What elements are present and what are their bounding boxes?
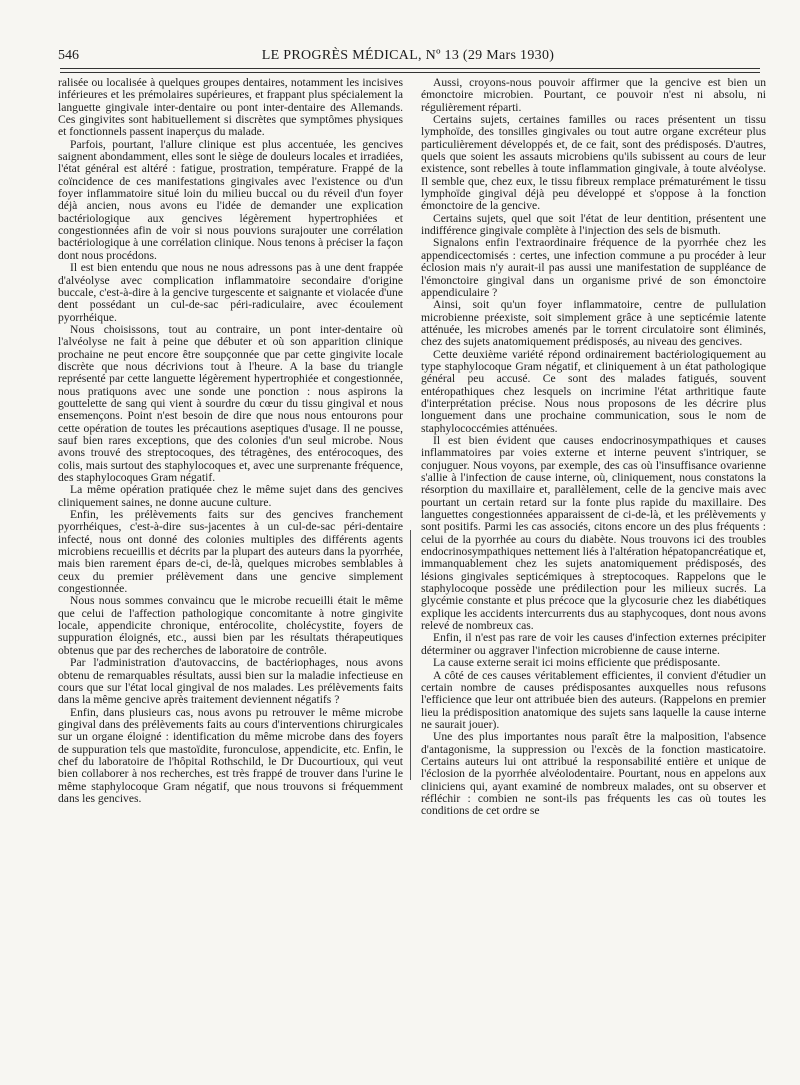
paragraph: Ainsi, soit qu'un foyer inflammatoire, centre de pullulation microbienne préexiste, soit simplement grâce à une septicémie latente atténuée, les microbes amenés par le torrent circulatoire sont éliminés, chez des sujets anatomiquement prédisposés, au niveau des gencives. <box>421 298 766 349</box>
paragraph: Il est bien entendu que nous ne nous adressons pas à une dent frappée d'alvéolyse avec complication inflammatoire secondaire d'origine buccale, c'est-à-dire à la gencive turgescente et saignante et violacée d'une dent possédant un cul-de-sac péri-radiculaire, avec écoulement pyorrhéique. <box>58 261 403 324</box>
right-column <box>421 77 766 1037</box>
paragraph: Par l'administration d'autovaccins, de bactériophages, nous avons obtenu de remarquables résultats, aussi bien sur la maladie infectieuse en cours que sur l'état local gingival de nos malades. Les prélèvements faits dans la même gencive après traitement deviennent négatifs ? <box>58 656 403 707</box>
paragraph: Signalons enfin l'extraordinaire fréquence de la pyorrhée chez les appendicectomisés : certes, une infection commune a pu procéder à leur éclosion mais n'y aurait-il pas aussi une manifestation de suppléance de l'émonctoire gingival dans un organisme privé de son émonctoire appendiculaire ? <box>421 236 766 299</box>
paragraph: La même opération pratiquée chez le même sujet dans des gencives cliniquement saines, ne donne aucune culture. <box>58 483 403 509</box>
paragraph: Il est bien évident que causes endocrinosympathiques et causes inflammatoires par voies externe et interne peuvent s'intriquer, se conjuguer. Nous voyons, par exemple, des cas où l'insuffisance ovarienne s'allie à l'infection de cause interne, où, cliniquement, nous constatons la résorption du maxillaire et, parallèlement, celle de la gencive mais avec pourtant un certain retard sur la fonte plus rapide du maxillaire. Des languettes congestionnées apparaissent de ci-de-là, et les prélèvements y sont positifs. Parmi les cas associés, citons encore un des plus fréquents : celui de la pyorrhée au cours du diabète. Nous trouvons ici des troubles endocrinosympathiques nettement liés à l'altération hépatopancréatique et, immanquablement chez les sujets anatomiquement prédisposés, des lésions gingivales septicémiques à streptocoques. Rappelons que le staphylocoque possède une prédilection pour les milieux sucrés. La glycémie constante et plus précoce que la glycosurie chez les diabétiques explique les accidents intercurrents dus au staphycoques, dont nous avons relevé de nombreux cas. <box>421 433 766 633</box>
running-title: LE PROGRÈS MÉDICAL, Nº 13 (29 Mars 1930) <box>261 48 555 63</box>
left-column <box>58 77 403 1037</box>
paragraph: ralisée ou localisée à quelques groupes dentaires, notamment les incisives inférieures et les prémolaires supérieures, et frappant plus spécialement la languette gingivale inter-dentaire ou pont inter-dentaire des Allemands. Ces gingivites sont habituellement si discrètes que symptômes physiques et fonctionnels passent inaperçus du malade. <box>58 77 403 139</box>
paragraph: Enfin, dans plusieurs cas, nous avons pu retrouver le même microbe gingival dans des prélèvements faits au cours d'interventions chirurgicales sur un organe éloigné : identification du même microbe dans des foyers de suppuration tels que mastoïdite, furonculose, appendicite, etc. Enfin, le chef du laboratoire de l'hôpital Rothschild, le Dr Ducourtioux, qui veut bien collaborer à nos recherches, est très frappé de trouver dans l'urine le même staphylocoque Gram négatif, que nous trouvons si fréquemment dans les gencives. <box>58 705 403 805</box>
paragraph: Enfin, il n'est pas rare de voir les causes d'infection externes précipiter déterminer ou aggraver l'infection microbienne de cause interne. <box>421 631 766 657</box>
paragraph: La cause externe serait ici moins efficiente que prédisposante. <box>433 656 721 670</box>
paragraph: Une des plus importantes nous paraît être la malposition, l'absence d'antagonisme, la suppression ou l'excès de la fonction masticatoire. Certains auteurs lui ont attribué la responsabilité entière et unique de l'éclosion de la pyorrhée alvéolodentaire. Pourtant, nous en appelons aux cliniciens qui, ayant examiné de nombreux malades, ont su observer et réfléchir : combien ne sont-ils pas fréquents les cas où toutes les conditions de cet ordre se <box>421 730 766 818</box>
paragraph: Aussi, croyons-nous pouvoir affirmer que la gencive est bien un émonctoire microbien. Pourtant, ce pouvoir n'est ni absolu, ni régulièrement réparti. <box>421 77 766 114</box>
paragraph: Cette deuxième variété répond ordinairement bactériologiquement au type staphylocoque Gram négatif, et cliniquement à un état pathologique général peu accusé. Ce sont des malades fatigués, souvent entéropathiques chez lesquels on incrimine l'état arthritique faute d'interprétation précise. Nous nous proposons de les décrire plus longuement dans une prochaine communication, sous le nom de staphylococcémies atténuées. <box>421 347 766 435</box>
page-header <box>58 48 758 70</box>
column-divider <box>410 530 411 780</box>
paragraph: A côté de ces causes véritablement efficientes, il convient d'étudier un certain nombre de causes prédisposantes auxquelles nous refusons l'efficience que leur ont attribuée bien des auteurs. (Rappelons en premier lieu la prédisposition anatomique des sujets sans laquelle la cause interne ne saurait jouer). <box>421 668 766 731</box>
header-rule <box>60 68 760 73</box>
paragraph: Nous choisissons, tout au contraire, un pont inter-dentaire où l'alvéolyse ne fait à peine que débuter et où son apparition clinique prochaine ne peut encore être soupçonnée que par cette gingivite locale discrète que nous décrivions tout à l'heure. A la base du triangle représenté par cette languette légèrement hypertrophiée et congestionnée, nous pratiquons avec une sonde une ponction : nous aspirons la gouttelette de sang qui vient à sourdre du cœur du tissu gingival et nous ensemençons. Point n'est besoin de dire que nous nous entourons pour cette opération de toutes les précautions aseptiques d'usage. Il ne pousse, sauf bien rares exceptions, que des colonies d'un seul microbe. Nous avons trouvé des streptocoques, des tétragènes, des entérocoques, des colis, mais surtout des staphylocoques et, avec une surprenante fréquence, des staphylocoques Gram négatif. <box>58 322 403 484</box>
paragraph: Certains sujets, certaines familles ou races présentent un tissu lymphoïde, des tonsilles gingivales ou tout autre organe excréteur plus particulièrement développés et, de ce fait, sont des prédisposés. D'autres, quels que soient les assauts microbiens qu'ils subissent au cours de leur existence, sont rebelles à toute inflammation gingivale, à toute alvéolyse. Il semble que, chez eux, le tissu fibreux remplace prématurément le tissu lymphoïde gingival déjà peu développé et s'oppose à la fonction émonctoire de la gencive. <box>421 113 766 213</box>
paragraph: Certains sujets, quel que soit l'état de leur dentition, présentent une indifférence gingivale complète à l'injection des sels de bismuth. <box>421 211 766 238</box>
paragraph: Parfois, pourtant, l'allure clinique est plus accentuée, les gencives saignent abondamment, elles sont le siège de douleurs locales et irradiées, l'état général est altéré : fatigue, prostration, température. Frappé de la coïncidence de ces manifestations gingivales avec l'existence ou d'un foyer inflammatoire situé loin du milieu buccal ou du réveil d'un foyer déjà ancien, nous avons eu l'idée de demander une explication bactériologique aux gencives légèrement hypertrophiées et congestionnées afin de voir si nous pouvions surajouter une corrélation bactériologique à une corrélation clinique. Nous tenons à préciser la façon dont nous procédons. <box>58 137 403 262</box>
paragraph: Nous nous sommes convaincu que le microbe recueilli était le même que celui de l'affection pathologique concomitante à notre gingivite locale, appendicite chronique, entérocolite, cholécystite, foyers de suppuration éloignés, etc., aussi bien par les résultats thérapeutiques obtenus que par des recherches de laboratoire de contrôle. <box>58 594 403 657</box>
paragraph: Enfin, les prélèvements faits sur des gencives franchement pyorrhéiques, c'est-à-dire sus-jacentes à un cul-de-sac péri-dentaire infecté, nous ont donné des colonies multiples des différents agents microbiens recueillis et décrits par la plupart des auteurs dans la pyorrhée, mais bien rarement épars de-ci, de-là, quelques microbes semblables à ceux du premier prélèvement dans une gencive simplement congestionnée. <box>58 508 403 596</box>
page-number: 546 <box>58 48 79 63</box>
